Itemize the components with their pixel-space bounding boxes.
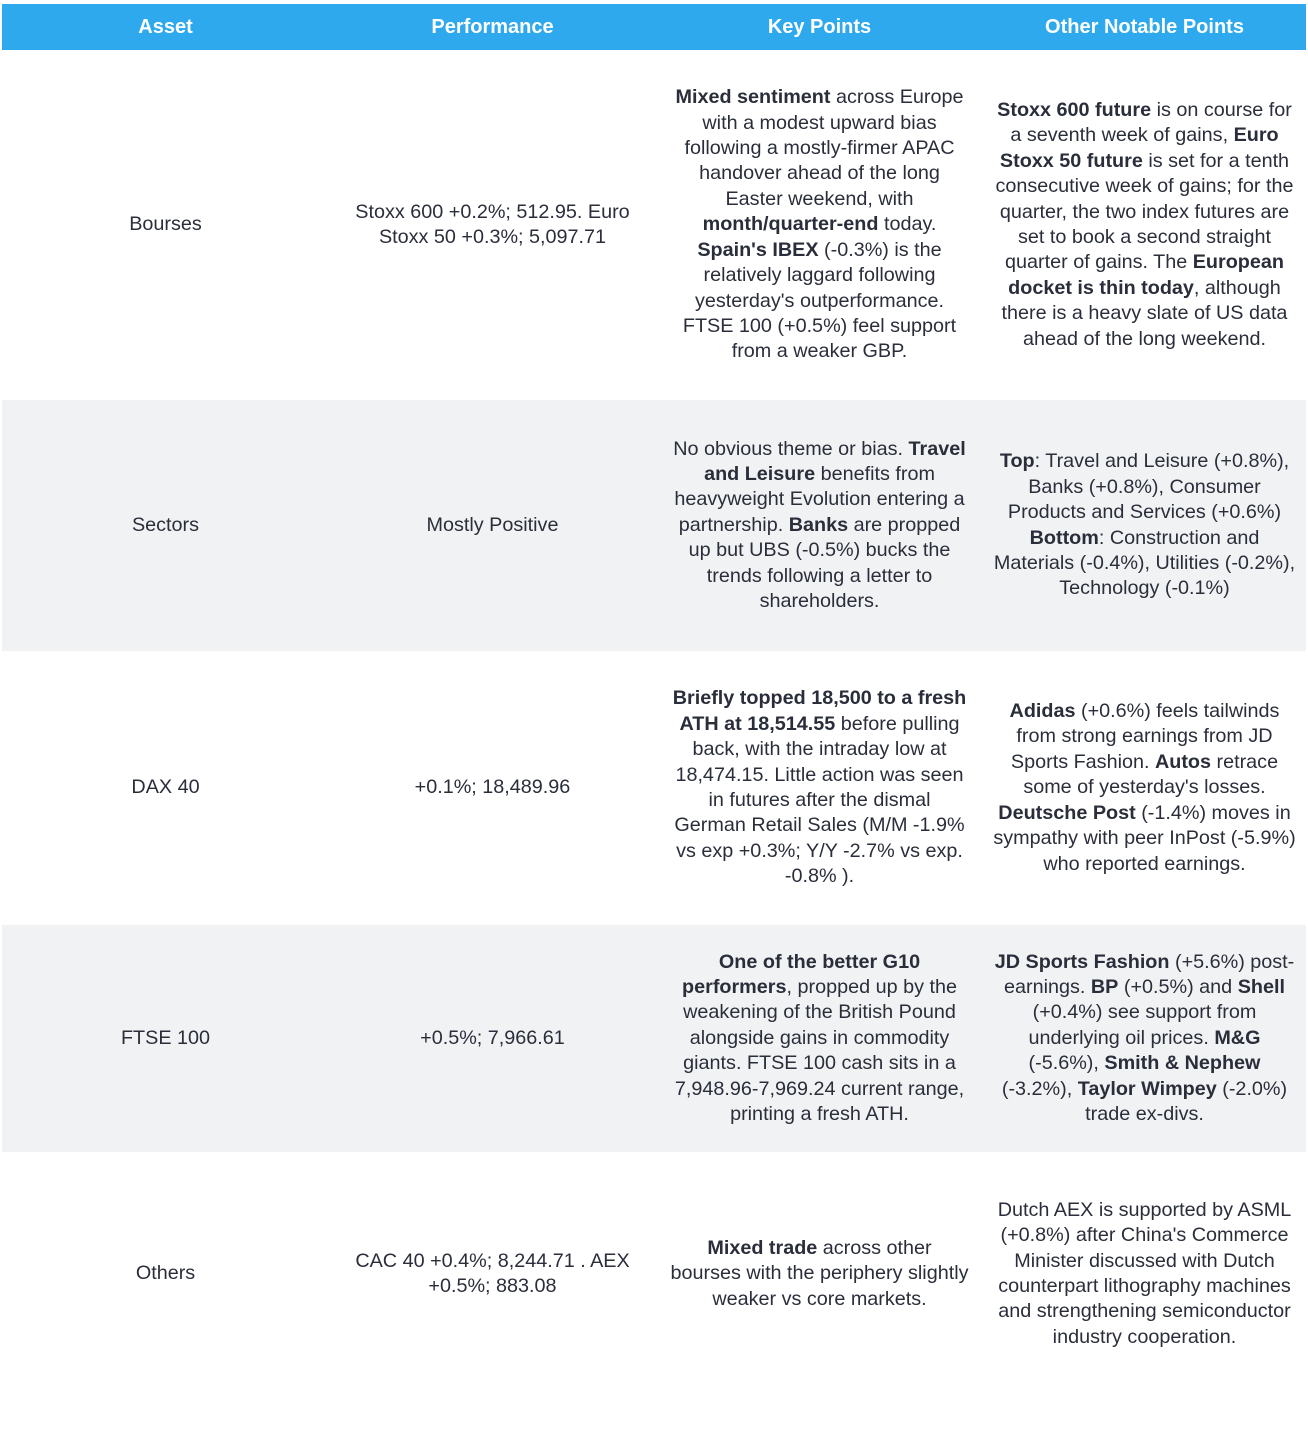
other-points-cell [983,98,1306,352]
text-segment: is set for a tenth consecutive week of gains; for the quarter, the two index futures are set to book a second straight quarter of gains. The [995,149,1294,274]
key-points-cell [656,1236,983,1312]
bold-text-segment: Smith & Nephew [1104,1052,1261,1075]
bold-text-segment: M&G [1214,1026,1261,1049]
text-segment: (-2.0%) trade ex-divs. [1085,1077,1288,1126]
bold-text-segment: Taylor Wimpey [1077,1077,1217,1100]
text-segment: across other bourses with the periphery slightly weaker vs core markets. [670,1236,969,1310]
bold-text-segment: Briefly topped 18,500 to a fresh ATH at 18,514.55 [672,687,967,735]
market-summary-table [2,4,1306,1396]
text-segment: (+5.6%) post-earnings. [1004,950,1295,998]
text-segment: (+0.4%) see support from underlying oil prices. [1028,1001,1257,1049]
text-segment: (+0.5%) and [1118,975,1238,998]
text-segment: No obvious theme or bias. [673,437,909,460]
table-row [2,400,1306,651]
asset-cell: Others [135,1262,196,1285]
key-points-cell [656,686,983,889]
text-segment: , although there is a heavy slate of US data ahead of the long weekend. [1001,276,1288,350]
bold-text-segment: Travel and Leisure [704,437,966,485]
text-segment: before pulling back, with the intraday low at 18,474.15. Little action was seen in futures after the dismal German Retail Sales (M/M -1.9% vs exp +0.3%; Y/Y -2.7% vs exp. -0.8% ). [674,712,965,888]
bold-text-segment: Mixed sentiment [675,86,831,109]
key-points-cell [656,437,983,615]
key-points-cell [656,950,983,1128]
performance-cell: +0.5%; 7,966.61 [420,1026,565,1049]
text-segment: (-3.2%), [1001,1077,1078,1100]
text-segment: retrace some of yesterday's losses. [1023,750,1279,799]
table-header [2,4,1306,50]
text-segment: Dutch AEX is supported by ASML (+0.8%) after China's Commerce Minister discussed with Dutch counterpart lithography machines and strengthening semiconductor industry cooperation. [997,1198,1292,1348]
header-other-notable-points: Other Notable Points [1045,15,1244,38]
bold-text-segment: Deutsche Post [998,801,1136,824]
text-segment: (-5.6%), [1028,1052,1105,1075]
text-segment: (-1.4%) moves in sympathy with peer InPost (-5.9%) who reported earnings. [993,801,1296,875]
text-segment: is on course for a seventh week of gains, [1010,98,1292,147]
text-segment: : Travel and Leisure (+0.8%), Banks (+0.8%), Consumer Products and Services (+0.6%) [1007,450,1290,524]
bold-text-segment: Adidas [1009,700,1076,723]
bold-text-segment: Top [999,450,1035,473]
asset-cell: Sectors [131,513,200,536]
bold-text-segment: BP [1090,975,1119,998]
text-segment: (+0.6%) feels tailwinds from strong earnings from JD Sports Fashion. [1010,700,1280,773]
table-row [2,925,1306,1152]
asset-cell: FTSE 100 [120,1026,211,1049]
bold-text-segment: Euro Stoxx 50 future [999,124,1279,172]
performance-cell: Mostly Positive [426,513,559,536]
header-performance: Performance [431,15,554,38]
bold-text-segment: month/quarter-end [702,213,879,236]
bold-text-segment: One of the better G10 performers [682,950,921,998]
header-asset: Asset [138,15,193,38]
performance-cell: CAC 40 +0.4%; 8,244.71 . AEX +0.5%; 883.08 [355,1249,630,1297]
other-points-cell [983,1198,1306,1350]
bold-text-segment: European docket is thin today [1008,251,1284,299]
bold-text-segment: Spain's IBEX [697,238,819,261]
bold-text-segment: Autos [1154,750,1212,773]
text-segment: : Construction and Materials (-0.4%), Utilities (-0.2%), Technology (-0.1%) [993,526,1296,600]
performance-cell: +0.1%; 18,489.96 [414,776,571,799]
performance-cell: Stoxx 600 +0.2%; 512.95. Euro Stoxx 50 +0.3%; 5,097.71 [355,200,630,248]
bold-text-segment: Stoxx 600 future [997,98,1152,121]
asset-cell: DAX 40 [131,776,200,799]
other-points-cell [983,449,1306,601]
other-points-cell [983,699,1306,877]
bold-text-segment: Mixed trade [707,1236,818,1259]
bold-text-segment: Shell [1237,975,1285,998]
bold-text-segment: Bottom [1029,526,1099,549]
key-points-cell [656,85,983,364]
text-segment: benefits from heavyweight Evolution entering a partnership. [674,462,965,536]
asset-cell: Bourses [129,213,202,236]
text-segment: (-0.3%) is the relatively laggard following yesterday's outperformance. FTSE 100 (+0.5%) feel support from a weaker GBP. [682,238,957,363]
other-points-cell [983,950,1306,1128]
text-segment: today. [878,213,937,236]
table-row [2,1152,1306,1396]
text-segment: across Europe with a modest upward bias following a mostly-firmer APAC handover ahead of the long Easter weekend, with [684,86,964,210]
text-segment: , propped up by the weakening of the British Pound alongside gains in commodity giants. FTSE 100 cash sits in a 7,948.96-7,969.24 current range, printing a fresh ATH. [674,975,965,1126]
header-key-points: Key Points [767,15,872,38]
text-segment: are propped up but UBS (-0.5%) bucks the trends following a letter to shareholders. [688,513,961,613]
bold-text-segment: Banks [788,513,849,536]
bold-text-segment: JD Sports Fashion [994,950,1170,973]
table-row [2,50,1306,400]
table-row [2,651,1306,925]
